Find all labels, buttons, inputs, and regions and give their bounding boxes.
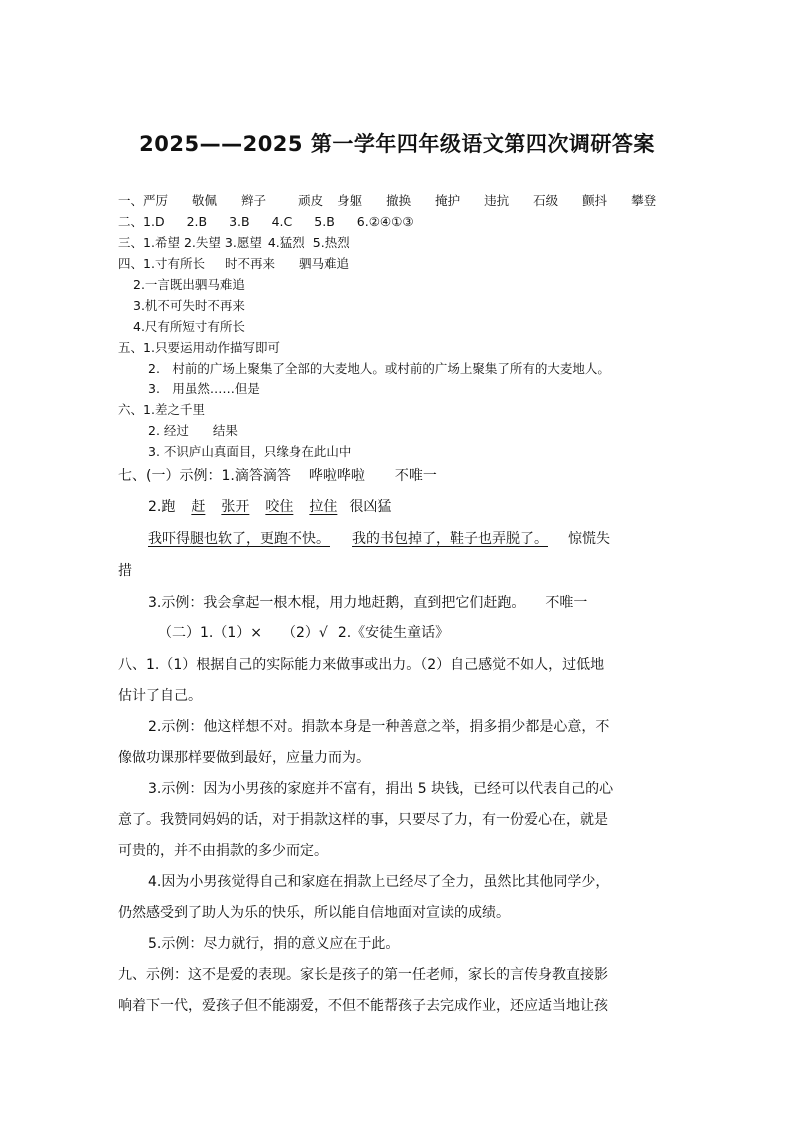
answer-item: 张开 — [221, 499, 250, 515]
answer-item: 4.C — [271, 214, 293, 229]
answer-word: 掩护 — [435, 193, 461, 208]
answer-item: 2.B — [186, 214, 208, 229]
section-7-line-5 — [148, 594, 587, 612]
section-8-line-10: 5.示例：尽力就行，捐的意义应在于此。 — [148, 936, 400, 952]
answer-item: 结果 — [212, 423, 238, 438]
section-label: 五、 — [118, 340, 144, 355]
answer-word: 严厉 — [143, 193, 169, 208]
answer-word: 辫子 — [241, 193, 267, 208]
answer-word: 顽皮 — [298, 193, 324, 208]
answer-item: 3.示例：我会拿起一根木棍，用力地赶鹅，直到把它们赶跑。 — [148, 595, 526, 611]
answer-item: 1.差之千里 — [143, 402, 205, 417]
answer-item: 1.希望 — [143, 235, 180, 250]
section-8-line-1 — [118, 656, 604, 674]
section-9-line-1 — [118, 966, 608, 984]
answer-item: 2.跑 — [148, 499, 176, 515]
section-label: 一、 — [118, 193, 144, 208]
answer-item: 咬住 — [265, 499, 294, 515]
answer-item: 2.失望 — [183, 235, 221, 250]
section-7-line-3 — [148, 530, 610, 548]
answer-item: 1.D — [143, 214, 165, 229]
answer-word: 身躯 — [337, 193, 363, 208]
section-8-line-3: 2.示例：他这样想不对。捐款本身是一种善意之举，捐多捐少都是心意，不 — [148, 719, 610, 735]
answer-item: 3.愿望 — [224, 235, 262, 250]
section-5-line-3: 3. 用虽然……但是 — [148, 381, 260, 396]
section-label: 三、 — [118, 235, 144, 250]
answer-item: 我的书包掉了，鞋子也弄脱了。 — [352, 531, 548, 547]
section-7-line-1 — [118, 467, 437, 485]
section-label: 九、 — [118, 967, 146, 983]
section-label: 六、 — [118, 402, 144, 417]
answer-item: 哗啦哗啦 — [308, 468, 365, 484]
section-5-line-1 — [118, 340, 280, 356]
answer-item: 1.只要运用动作描写即可 — [143, 340, 280, 355]
section-8-line-4: 像做功课那样要做到最好，应量力而为。 — [118, 750, 370, 766]
answer-item: 2.《安徒生童话》 — [337, 625, 450, 641]
answer-item: （2）√ — [282, 625, 328, 641]
answer-item: 不唯一 — [394, 468, 437, 484]
section-3 — [118, 235, 350, 251]
section-4-line-1 — [118, 256, 349, 272]
section-8-line-8: 4.因为小男孩觉得自己和家庭在捐款上已经尽了全力，虽然比其他同学少， — [148, 874, 610, 890]
section-8-line-5: 3.示例：因为小男孩的家庭并不富有，捐出 5 块钱，已经可以代表自己的心 — [148, 781, 614, 797]
section-7-line-4: 措 — [118, 563, 132, 579]
answer-item: （二）1.（1）× — [158, 625, 262, 641]
section-6-line-1 — [118, 402, 205, 418]
section-4-line-3: 3.机不可失时不再来 — [133, 298, 245, 313]
section-4-line-4: 4.尺有所短寸有所长 — [133, 319, 245, 334]
answer-item: 1.（1）根据自己的实际能力来做事或出力。（2）自己感觉不如人，过低地 — [146, 657, 605, 673]
answer-word: 攀登 — [631, 193, 657, 208]
answer-item: 2. 经过 — [148, 423, 189, 438]
section-label: 八、 — [118, 657, 146, 673]
section-9-line-2: 响着下一代，爱孩子但不能溺爱，不但不能帮孩子去完成作业，还应适当地让孩 — [118, 998, 608, 1014]
answer-item: 惊慌失 — [568, 531, 610, 547]
page-title: 2025——2025 第一学年四年级语文第四次调研答案 — [139, 132, 655, 156]
answer-item: 3.B — [229, 214, 250, 229]
answer-item: 拉住 — [309, 499, 338, 515]
section-8-line-9: 仍然感受到了助人为乐的快乐，所以能自信地面对宣读的成绩。 — [118, 905, 510, 921]
section-label: 四、 — [118, 256, 144, 271]
section-8-line-6: 意了。我赞同妈妈的话，对于捐款这样的事，只要尽了力，有一份爱心在，就是 — [118, 812, 608, 828]
answer-word: 敬佩 — [192, 193, 218, 208]
answer-item: 很凶猛 — [349, 499, 392, 515]
section-label: 二、 — [118, 214, 144, 229]
answer-word: 石级 — [533, 193, 559, 208]
answer-item: 时不再来 — [224, 256, 275, 271]
answer-word: 撤换 — [386, 193, 412, 208]
answer-item: 驷马难追 — [298, 256, 349, 271]
answer-word: 颤抖 — [582, 193, 608, 208]
section-8-line-2: 估计了自己。 — [118, 688, 202, 704]
section-8-line-7: 可贵的，并不由捐款的多少而定。 — [118, 843, 328, 859]
section-1 — [118, 193, 656, 209]
answer-item: 我吓得腿也软了，更跑不快。 — [148, 531, 330, 547]
answer-item: 5.B — [314, 214, 335, 229]
section-6-line-2 — [148, 423, 238, 439]
answer-item: 示例：这不是爱的表现。家长是孩子的第一任老师，家长的言传身教直接影 — [146, 967, 608, 983]
section-6-line-3: 3. 不识庐山真面目，只缘身在此山中 — [148, 444, 352, 459]
answer-item: 1.寸有所长 — [143, 256, 205, 271]
answer-item: (一）示例：1.滴答滴答 — [146, 468, 291, 484]
section-7-line-2 — [148, 498, 391, 516]
answer-word: 违抗 — [484, 193, 510, 208]
answer-item: 6.②④①③ — [356, 214, 414, 229]
section-2 — [118, 214, 414, 230]
answer-item: 不唯一 — [545, 595, 588, 611]
answer-item: 4.猛烈 — [267, 235, 305, 250]
section-label: 七、 — [118, 468, 146, 484]
section-7-line-6 — [158, 624, 449, 642]
section-5-line-2: 2. 村前的广场上聚集了全部的大麦地人。或村前的广场上聚集了所有的大麦地人。 — [148, 361, 610, 376]
section-4-line-2: 2.一言既出驷马难追 — [133, 277, 245, 292]
answer-item: 5.热烈 — [312, 235, 350, 250]
answer-item: 赶 — [191, 499, 206, 515]
